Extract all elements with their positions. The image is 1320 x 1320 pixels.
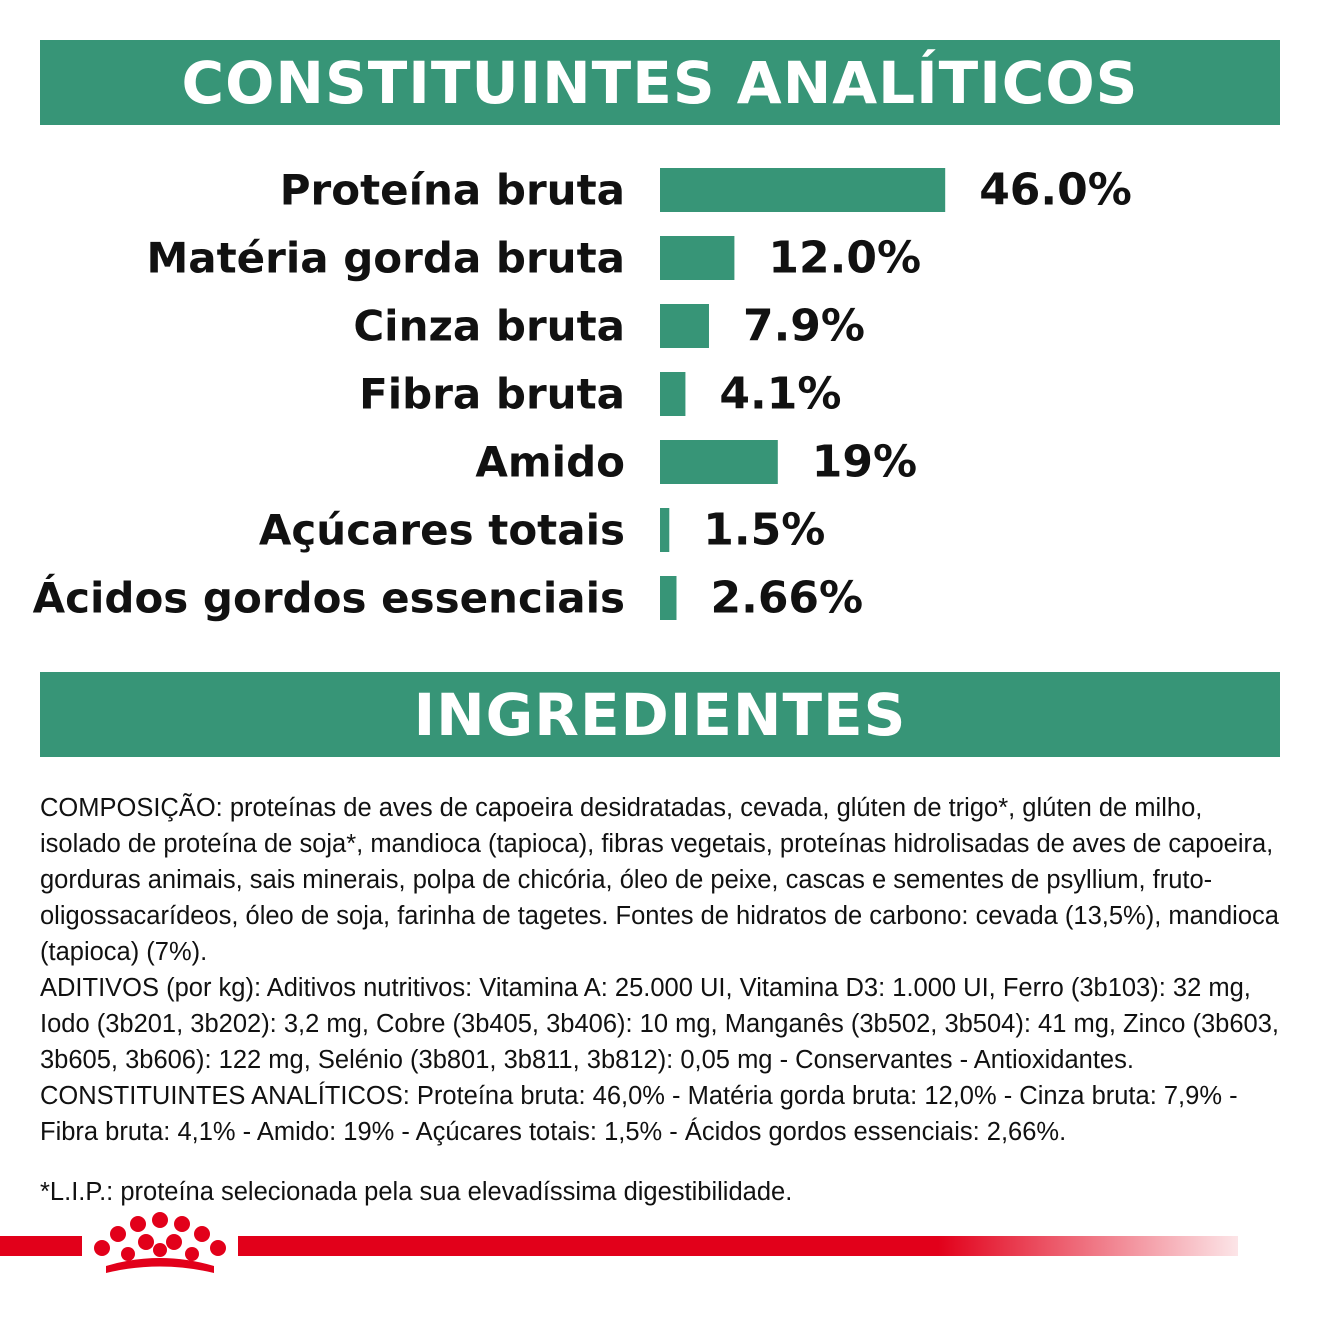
additives-paragraph: ADITIVOS (por kg): Aditivos nutritivos: Vitamina A: 25.000 UI, Vitamina D3: 1.000 UI, Ferro (3b103): 32 mg, Iodo (3b201, 3b202): 3,2 mg, Cobre (3b405, 3b406): 10 mg, Manganês (3b502, 3b504): 41 mg, Zinco (3b603, 3b605, 3b606): 122 mg, Selénio (3b801, 3b811, 3b812): 0,05 mg - Conservantes - Antioxidantes. [40,974,1279,1074]
analytical-bar-chart [0,150,1320,650]
category-label: Fibra bruta [359,369,625,419]
bar [660,168,945,212]
bar [660,440,778,484]
bar [660,372,685,416]
category-label: Matéria gorda bruta [146,233,625,283]
value-label: 7.9% [742,300,866,352]
footnote: *L.I.P.: proteína selecionada pela sua elevadíssima digestibilidade. [40,1178,793,1206]
value-label: 4.1% [719,368,842,420]
value-label: 12.0% [768,232,922,284]
value-label: 46.0% [979,164,1132,216]
value-label: 19% [811,436,918,488]
brand-line-left [0,1236,82,1256]
value-label: 2.66% [710,572,864,624]
ingredients-title: INGREDIENTES [413,680,907,749]
analytical-constituents-title: CONSTITUINTES ANALÍTICOS [181,48,1139,117]
category-label: Ácidos gordos essenciais [32,573,625,623]
composition-paragraph: COMPOSIÇÃO: proteínas de aves de capoeira desidratadas, cevada, glúten de trigo*, glúten de milho, isolado de proteína de soja*, mandioca (tapioca), fibras vegetais, proteínas hidrolisadas de aves de capoeira, gorduras animais, sais minerais, polpa de chicória, óleo de peixe, cascas e sementes de psyllium, fruto-oligossacarídeos, óleo de soja, farinha de tagetes. Fontes de hidratos de carbono: cevada (13,5%), mandioca (tapioca) (7%). [40,794,1279,966]
bar [660,508,669,552]
ingredients-text-block [40,790,1290,1150]
royal-crown-logo-icon [88,1210,232,1284]
analytical-constituents-banner [40,40,1280,125]
value-label: 1.5% [703,504,826,556]
category-label: Proteína bruta [279,165,625,215]
category-label: Cinza bruta [353,301,625,351]
bar [660,236,734,280]
bar [660,576,676,620]
bar [660,304,709,348]
ingredients-banner [40,672,1280,757]
category-label: Açúcares totais [258,505,625,555]
analytical-paragraph: CONSTITUINTES ANALÍTICOS: Proteína bruta: 46,0% - Matéria gorda bruta: 12,0% - Cinza bruta: 7,9% - Fibra bruta: 4,1% - Amido: 19% - Açúcares totais: 1,5% - Ácidos gordos essenciais: 2,66%. [40,1082,1238,1146]
brand-line-right [238,1236,1238,1256]
category-label: Amido [475,437,625,487]
